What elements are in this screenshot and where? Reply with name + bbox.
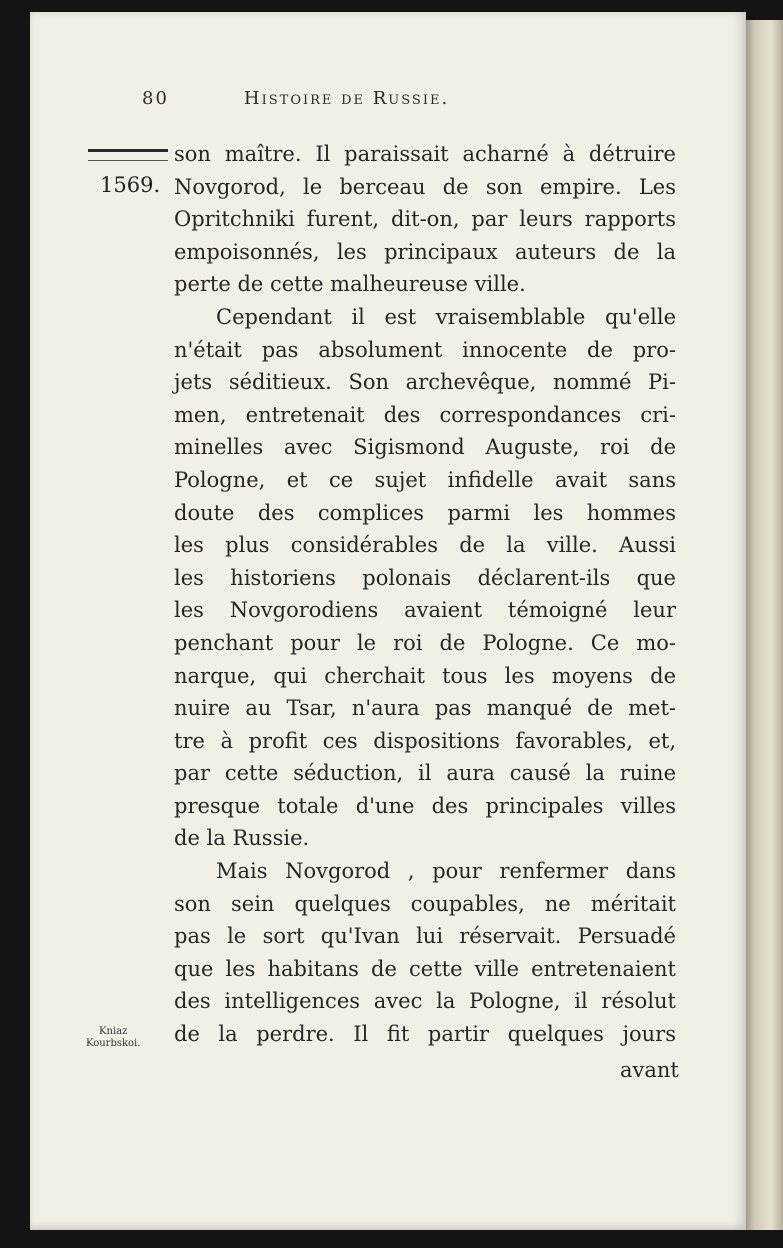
text-line: les historiens polonais déclarent-ils que	[174, 565, 676, 590]
text-line: Mais Novgorod , pour renfermer dans	[216, 859, 676, 884]
text-line: de la Russie.	[174, 826, 310, 851]
text-line: doute des complices parmi les hommes	[174, 500, 676, 525]
text-line: jets séditieux. Son archevêque, nommé Pi-	[174, 370, 676, 395]
text-line: narque, qui cherchait tous les moyens de	[174, 663, 676, 688]
text-line: men, entretenait des correspondances cri-	[174, 402, 676, 427]
text-line: de la perdre. Il fit partir quelques jours	[174, 1022, 676, 1047]
text-line: tre à profit ces dispositions favorables, et,	[174, 728, 676, 753]
text-line: que les habitans de cette ville entretenaient	[174, 956, 676, 981]
text-line: pas le sort qu'Ivan lui réservait. Persuadé	[174, 924, 676, 949]
running-title: Histoire de Russie.	[243, 88, 450, 109]
text-line: perte de cette malheureuse ville.	[174, 272, 526, 297]
text-line: nuire au Tsar, n'aura pas manqué de met-	[174, 696, 676, 721]
text-line: minelles avec Sigismond Auguste, roi de	[174, 435, 676, 460]
text-line: par cette séduction, il aura causé la ruine	[174, 761, 676, 786]
marginal-note	[86, 1026, 140, 1050]
page-number: 80	[142, 88, 169, 109]
text-line: presque totale d'une des principales villes	[174, 793, 676, 818]
text-line: Cependant il est vraisemblable qu'elle	[216, 304, 676, 329]
marginal-note-line: Kniaz	[99, 1026, 128, 1037]
page-header	[142, 88, 449, 109]
text-line: empoisonnés, les principaux auteurs de la	[174, 239, 676, 264]
text-line: n'était pas absolument innocente de pro-	[174, 337, 676, 362]
body-text	[174, 138, 676, 1051]
text-line: Pologne, et ce sujet infidelle avait sans	[174, 467, 676, 492]
text-line: penchant pour le roi de Pologne. Ce mo-	[174, 630, 676, 655]
marginal-rule	[88, 149, 168, 161]
text-line: Opritchniki furent, dit-on, par leurs rapports	[174, 207, 676, 232]
text-line: son maître. Il paraissait acharné à détruire	[174, 142, 676, 166]
catchword: avant	[620, 1058, 679, 1082]
text-line: les Novgorodiens avaient témoigné leur	[174, 598, 676, 623]
text-line: son sein quelques coupables, ne méritait	[174, 891, 676, 916]
book-page-edge	[742, 20, 783, 1230]
marginal-note-line: Kourbskoi.	[86, 1038, 141, 1049]
text-line: des intelligences avec la Pologne, il résolut	[174, 989, 676, 1014]
marginal-year: 1569.	[100, 173, 161, 197]
text-line: les plus considérables de la ville. Aussi	[174, 533, 676, 558]
text-line: Novgorod, le berceau de son empire. Les	[174, 174, 676, 199]
